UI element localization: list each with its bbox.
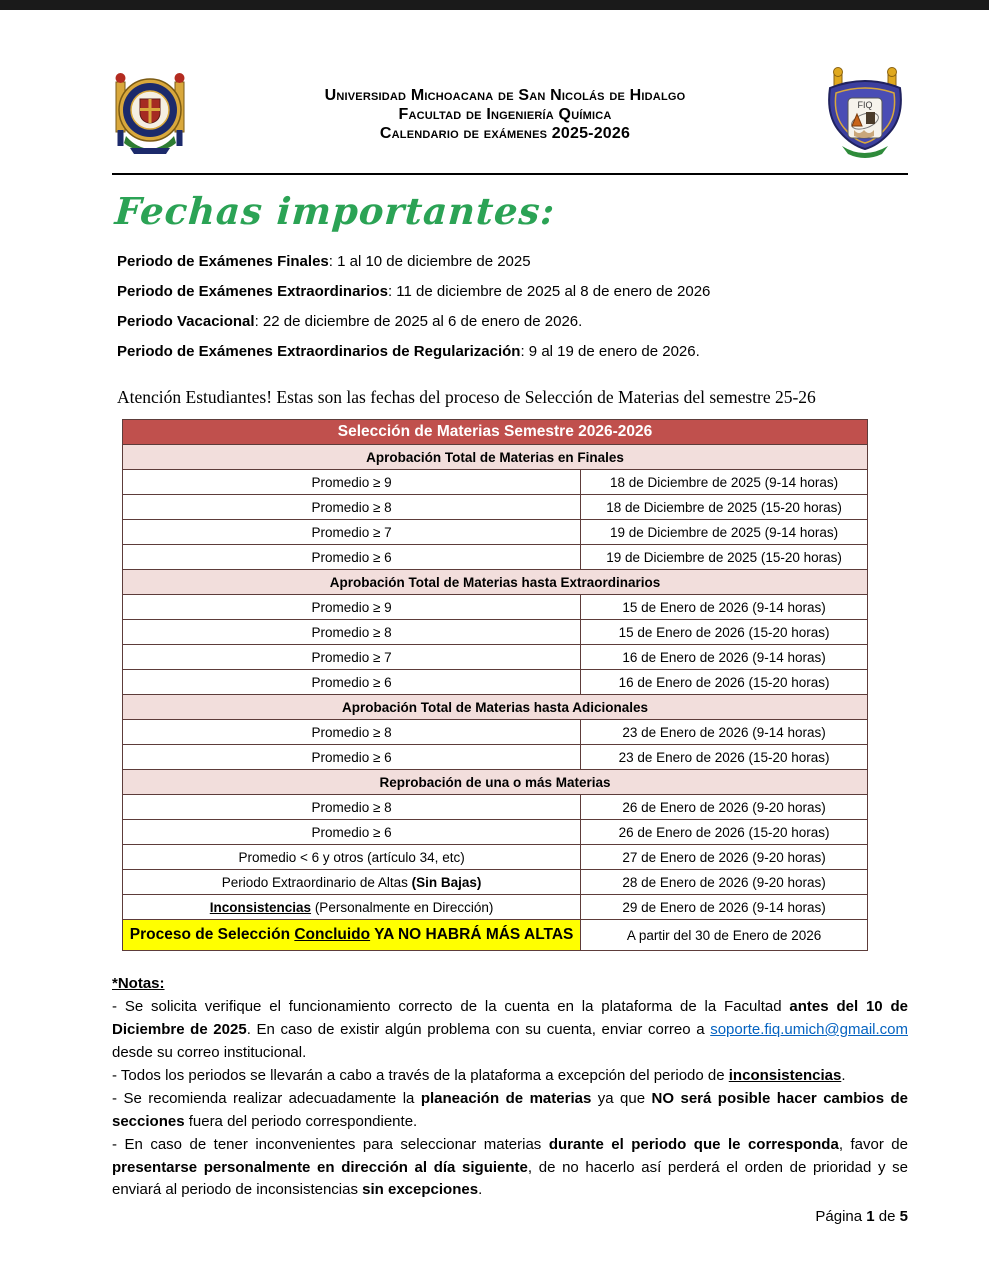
calendar-title: Calendario de exámenes 2025-2026 xyxy=(379,125,631,142)
note-item xyxy=(112,1088,908,1134)
table-row xyxy=(123,795,868,820)
text-segment: Promedio ≥ 8 xyxy=(311,624,392,640)
text-segment: - Se recomienda realizar adecuadamente la xyxy=(112,1089,421,1107)
text-segment: 1 xyxy=(866,1208,875,1226)
section-header-cell: Aprobación Total de Materias en Finales xyxy=(123,445,868,470)
table-row xyxy=(123,920,868,951)
criteria-cell xyxy=(123,520,581,545)
fechas-importantes-heading: Fechas importantes: xyxy=(113,189,557,233)
important-date-line: Periodo Vacacional: 22 de diciembre de 2025 al 6 de enero de 2026. xyxy=(117,313,583,330)
notes-items xyxy=(112,996,908,1202)
criteria-cell xyxy=(123,495,581,520)
criteria-cell xyxy=(123,745,581,770)
selection-table xyxy=(122,419,868,951)
university-name: Universidad Michoacana de San Nicolás de Hidalgo xyxy=(324,87,686,104)
faculty-name: Facultad de Ingeniería Química xyxy=(398,106,612,123)
text-segment: Promedio ≥ 8 xyxy=(311,799,392,815)
table-title-cell: Selección de Materias Semestre 2026-2026 xyxy=(123,420,868,445)
date-cell: 15 de Enero de 2026 (15-20 horas) xyxy=(581,620,868,645)
table-title-row xyxy=(123,420,868,445)
text-segment: Promedio < 6 y otros (artículo 34, etc) xyxy=(238,849,465,865)
note-item xyxy=(112,1065,908,1088)
date-cell: 23 de Enero de 2026 (9-14 horas) xyxy=(581,720,868,745)
document-page xyxy=(0,66,989,1225)
selection-table-body xyxy=(123,420,868,951)
table-row xyxy=(123,545,868,570)
criteria-cell xyxy=(123,670,581,695)
date-cell: 28 de Enero de 2026 (9-20 horas) xyxy=(581,870,868,895)
text-segment: Promedio ≥ 6 xyxy=(311,674,392,690)
important-date-line: Periodo de Exámenes Extraordinarios de Regularización: 9 al 19 de enero de 2026. xyxy=(117,343,700,360)
date-cell: 18 de Diciembre de 2025 (9-14 horas) xyxy=(581,470,868,495)
document-header xyxy=(112,66,908,169)
date-label: Periodo de Exámenes Extraordinarios de Regularización xyxy=(117,343,521,360)
support-email-link[interactable]: soporte.fiq.umich@gmail.com xyxy=(710,1020,908,1038)
text-segment: Promedio ≥ 6 xyxy=(311,749,392,765)
text-segment: Promedio ≥ 7 xyxy=(311,524,392,540)
criteria-cell xyxy=(123,595,581,620)
text-segment: Promedio ≥ 8 xyxy=(311,724,392,740)
section-header-cell: Aprobación Total de Materias hasta Extraordinarios xyxy=(123,570,868,595)
text-segment: inconsistencias xyxy=(728,1066,842,1084)
criteria-cell xyxy=(123,720,581,745)
date-cell: 26 de Enero de 2026 (9-20 horas) xyxy=(581,795,868,820)
criteria-cell xyxy=(123,545,581,570)
criteria-cell xyxy=(123,470,581,495)
text-segment: YA NO HABRÁ MÁS ALTAS xyxy=(370,926,574,943)
important-date-line: Periodo de Exámenes Finales: 1 al 10 de diciembre de 2025 xyxy=(117,253,531,270)
fiq-monogram: FIQ xyxy=(857,100,873,110)
text-segment: . xyxy=(478,1181,483,1199)
text-segment: sin excepciones xyxy=(362,1181,479,1199)
date-cell: 19 de Diciembre de 2025 (9-14 horas) xyxy=(581,520,868,545)
criteria-cell xyxy=(123,795,581,820)
page-number xyxy=(112,1208,908,1225)
text-segment: 5 xyxy=(899,1208,908,1226)
criteria-cell xyxy=(123,870,581,895)
date-cell: 27 de Enero de 2026 (9-20 horas) xyxy=(581,845,868,870)
criteria-cell xyxy=(123,845,581,870)
date-cell: 26 de Enero de 2026 (15-20 horas) xyxy=(581,820,868,845)
text-segment: Proceso de Selección xyxy=(129,926,295,943)
text-segment: ya que xyxy=(591,1089,652,1107)
date-label: Periodo de Exámenes Extraordinarios xyxy=(117,283,388,300)
text-segment: durante el periodo que le corresponda xyxy=(548,1135,839,1153)
table-row xyxy=(123,820,868,845)
text-segment: de xyxy=(874,1208,900,1226)
text-segment: - En caso de tener inconvenientes para seleccionar materias xyxy=(112,1135,549,1153)
table-row xyxy=(123,845,868,870)
text-segment: (Personalmente en Dirección) xyxy=(311,899,494,915)
scan-top-border xyxy=(0,0,989,10)
text-segment: Promedio ≥ 9 xyxy=(311,599,392,615)
text-segment: , favor de xyxy=(838,1135,908,1153)
criteria-cell xyxy=(123,620,581,645)
note-item xyxy=(112,1134,908,1203)
table-section-row xyxy=(123,770,868,795)
text-segment: planeación de materias xyxy=(420,1089,592,1107)
text-segment: Inconsistencias xyxy=(209,899,312,915)
text-segment: (Sin Bajas) xyxy=(411,874,482,890)
table-row xyxy=(123,470,868,495)
text-segment: Página xyxy=(815,1208,867,1226)
important-date-line: Periodo de Exámenes Extraordinarios: 11 de diciembre de 2025 al 8 de enero de 2026 xyxy=(117,283,711,300)
section-header-cell: Reprobación de una o más Materias xyxy=(123,770,868,795)
note-item xyxy=(112,996,908,1065)
criteria-cell xyxy=(123,645,581,670)
date-cell: 15 de Enero de 2026 (9-14 horas) xyxy=(581,595,868,620)
text-segment: Promedio ≥ 6 xyxy=(311,549,392,565)
highlight-cell xyxy=(123,920,581,951)
table-row xyxy=(123,645,868,670)
criteria-cell xyxy=(123,895,581,920)
text-segment: presentarse personalmente en dirección al día siguiente xyxy=(112,1158,528,1176)
text-segment: - Todos los periodos se llevarán a cabo a través de la plataforma a excepción del periodo de xyxy=(112,1066,729,1084)
umsnh-crest-logo xyxy=(112,66,188,163)
text-segment: . xyxy=(841,1066,846,1084)
date-cell: 23 de Enero de 2026 (15-20 horas) xyxy=(581,745,868,770)
criteria-cell xyxy=(123,820,581,845)
date-cell: 29 de Enero de 2026 (9-14 horas) xyxy=(581,895,868,920)
date-label: Periodo de Exámenes Finales xyxy=(117,253,329,270)
header-divider xyxy=(112,173,908,175)
date-cell: A partir del 30 de Enero de 2026 xyxy=(581,920,868,951)
important-dates-list xyxy=(117,253,908,360)
fiq-crest-logo xyxy=(822,66,908,169)
text-segment: Promedio ≥ 9 xyxy=(311,474,392,490)
text-segment: fuera del periodo correspondiente. xyxy=(184,1112,418,1130)
text-segment: NO será posible hacer cambios de secciones xyxy=(112,1089,909,1130)
text-segment: - Se solicita verifique el funcionamiento correcto de la cuenta en la plataforma de la Facultad xyxy=(112,997,790,1015)
section-header-cell: Aprobación Total de Materias hasta Adicionales xyxy=(123,695,868,720)
text-segment: desde su correo institucional. xyxy=(112,1043,307,1061)
table-row xyxy=(123,520,868,545)
text-segment: antes del 10 de Diciembre de 2025 xyxy=(112,997,908,1038)
table-row xyxy=(123,870,868,895)
table-row xyxy=(123,595,868,620)
table-row xyxy=(123,895,868,920)
date-cell: 19 de Diciembre de 2025 (15-20 horas) xyxy=(581,545,868,570)
text-segment: . En caso de existir algún problema con su cuenta, enviar correo a xyxy=(246,1020,711,1038)
attention-line: Atención Estudiantes! Estas son las fechas del proceso de Selección de Materias del semestre 25-26 xyxy=(117,387,816,407)
text-segment: Periodo Extraordinario de Altas xyxy=(221,874,412,890)
text-segment: Concluido xyxy=(294,926,371,943)
table-row xyxy=(123,620,868,645)
date-cell: 16 de Enero de 2026 (9-14 horas) xyxy=(581,645,868,670)
header-title-block xyxy=(188,66,822,143)
table-row xyxy=(123,745,868,770)
table-row xyxy=(123,495,868,520)
table-section-row xyxy=(123,445,868,470)
notes-heading: *Notas: xyxy=(112,975,165,993)
table-section-row xyxy=(123,570,868,595)
date-label: Periodo Vacacional xyxy=(117,313,255,330)
text-segment: , de no hacerlo así perderá el orden de prioridad y se enviará al periodo de inconsistencias xyxy=(112,1158,908,1199)
text-segment: Promedio ≥ 6 xyxy=(311,824,392,840)
table-row xyxy=(123,720,868,745)
table-row xyxy=(123,670,868,695)
table-section-row xyxy=(123,695,868,720)
text-segment: Promedio ≥ 7 xyxy=(311,649,392,665)
text-segment: Promedio ≥ 8 xyxy=(311,499,392,515)
notes-section xyxy=(112,973,908,1202)
date-cell: 18 de Diciembre de 2025 (15-20 horas) xyxy=(581,495,868,520)
date-cell: 16 de Enero de 2026 (15-20 horas) xyxy=(581,670,868,695)
